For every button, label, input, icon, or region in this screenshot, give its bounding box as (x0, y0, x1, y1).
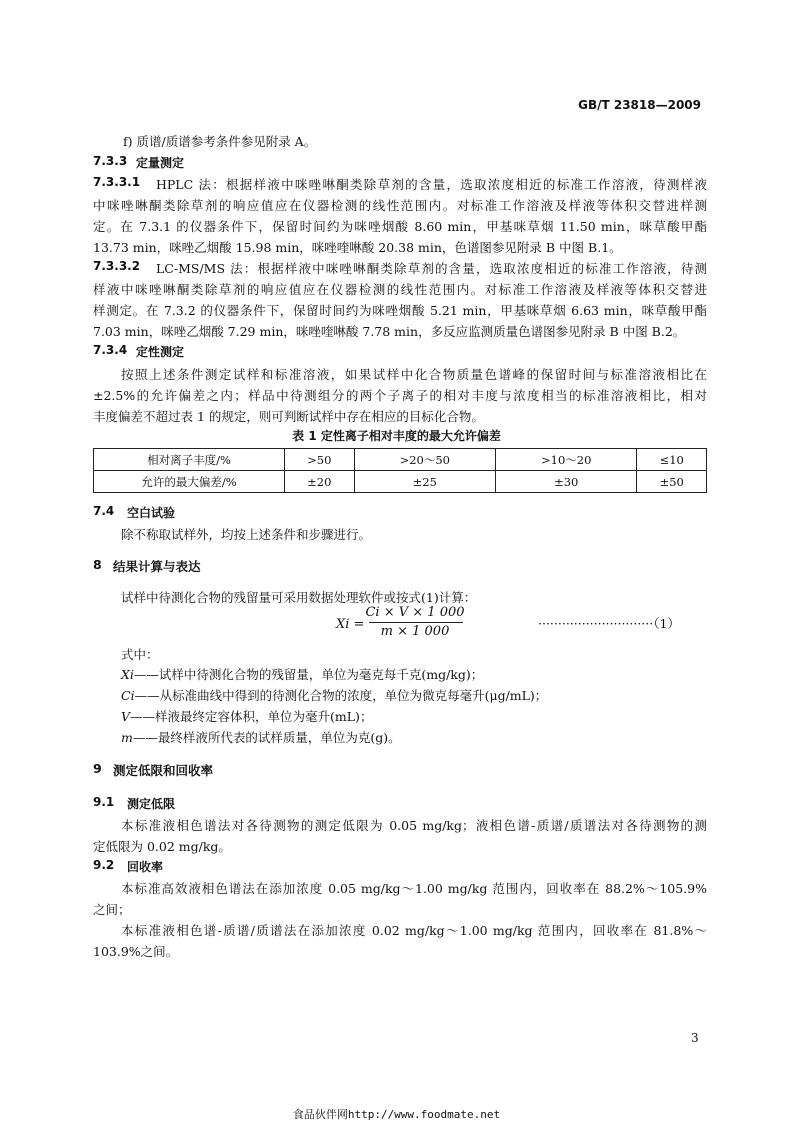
section-9-1-title: 测定低限 (127, 797, 176, 811)
section-9-1-number: 9.1 (93, 795, 115, 809)
section-9-1-line: 本标准液相色谱法对各待测物的测定低限为 0.05 mg/kg；液相色谱-质谱/质谱法对各待测物的测 (121, 818, 707, 833)
section-7-3-3-1-line: 定。在 7.3.1 的仪器条件下，保留时间约为咪唑烟酸 8.60 min，甲基咪草烟 11.50 min，咪草酸甲酯 (93, 219, 707, 234)
table-row (94, 449, 707, 471)
section-7-4-title: 空白试验 (127, 506, 176, 520)
table-1 (93, 448, 707, 493)
table-cell: >50 (285, 449, 355, 471)
section-7-3-3-2-line: 样液中咪唑啉酮类除草剂的响应值应在仪器检测的线性范围内。对标准工作溶液及样液等体积交替进 (93, 282, 707, 297)
table-cell: >10～20 (495, 449, 636, 471)
section-9-1-line: 定低限为 0.02 mg/kg。 (93, 839, 231, 854)
section-9-2-line: 本标准液相色谱-质谱/质谱法在添加浓度 0.02 mg/kg～1.00 mg/kg 范围内，回收率在 81.8%～ (121, 923, 707, 938)
standard-code: GB/T 23818—2009 (578, 98, 701, 112)
legend-symbol: Xi (121, 667, 134, 682)
section-7-3-3-2-line: 样测定。在 7.3.2 的仪器条件下，保留时间约为咪唑烟酸 5.21 min，甲基咪草烟 6.63 min，咪草酸甲酯 (93, 303, 707, 318)
section-9-title: 测定低限和回收率 (113, 763, 214, 778)
formula-denominator: m × 1 000 (380, 624, 450, 639)
table-1-caption: 表 1 定性离子相对丰度的最大允许偏差 (292, 429, 501, 443)
where-label: 式中： (121, 647, 159, 662)
legend-symbol: Ci (121, 688, 135, 703)
legend-description: ——从标准曲线中得到的待测化合物的浓度，单位为微克每毫升(μg/mL)； (134, 688, 548, 703)
section-7-3-4-line: 按照上述条件测定试样和标准溶液，如果试样中化合物质量色谱峰的保留时间与标准溶液相比在 (121, 367, 707, 382)
section-7-3-3-1-line: 中咪唑啉酮类除草剂的响应值应在仪器检测的线性范围内。对标准工作溶液及样液等体积交替进样测 (93, 198, 707, 213)
legend-item (121, 664, 483, 685)
section-7-3-4-line: ±2.5%的允许偏差之内；样品中待测组分的两个子离子的相对丰度与浓度相当的标准溶液相比，相对 (93, 388, 707, 403)
legend-item (121, 685, 547, 706)
legend-item (121, 727, 401, 748)
legend-description: ——试样中待测化合物的残留量，单位为毫克每千克(mg/kg)； (133, 667, 484, 682)
formula-numerator: Ci × V × 1 000 (365, 605, 465, 620)
table-cell: ±25 (354, 471, 495, 493)
section-7-4-number: 7.4 (93, 504, 115, 518)
legend-description: ——最终样液所代表的试样质量，单位为克(g)。 (132, 730, 401, 745)
section-7-3-3-1-line: 13.73 min，咪唑乙烟酸 15.98 min，咪唑喹啉酸 20.38 min，色谱图参见附录 B 中图 B.1。 (93, 240, 622, 255)
section-7-3-3-1-line: HPLC 法：根据样液中咪唑啉酮类除草剂的含量，选取浓度相近的标准工作溶液，待测样液 (156, 177, 707, 192)
section-9-number: 9 (93, 761, 102, 776)
table-cell: >20～50 (354, 449, 495, 471)
formula-lhs: Xi = (336, 617, 365, 632)
section-8-title: 结果计算与表达 (113, 559, 201, 574)
section-7-3-3-title: 定量测定 (136, 156, 185, 170)
section-7-3-4-title: 定性测定 (136, 345, 185, 359)
table-row (94, 471, 707, 493)
section-9-2-title: 回收率 (127, 860, 164, 874)
item-f: f) 质谱/质谱参考条件参见附录 A。 (123, 134, 317, 149)
table-cell: 相对离子丰度/% (94, 449, 285, 471)
table-cell: ±30 (495, 471, 636, 493)
section-9-2-line: 之间； (93, 902, 131, 917)
legend-symbol: m (121, 730, 133, 745)
table-cell: 允许的最大偏差/% (94, 471, 285, 493)
footer-watermark: 食品伙伴网http://www.foodmate.net (292, 1108, 501, 1121)
section-7-3-4-number: 7.3.4 (93, 343, 128, 357)
section-9-2-line: 103.9%之间。 (93, 944, 179, 959)
section-7-3-4-line: 丰度偏差不超过表 1 的规定，则可判断试样中存在相应的目标化合物。 (93, 409, 484, 424)
section-9-2-line: 本标准高效液相色谱法在添加浓度 0.05 mg/kg～1.00 mg/kg 范围内，回收率在 88.2%～105.9% (121, 881, 707, 896)
section-7-3-3-2-number: 7.3.3.2 (93, 259, 141, 273)
section-7-3-3-2-line: 7.03 min，咪唑乙烟酸 7.29 min，咪唑喹啉酸 7.78 min，多反应监测质量色谱图参见附录 B 中图 B.2。 (93, 324, 686, 339)
table-cell: ±20 (285, 471, 355, 493)
legend-item (121, 706, 372, 727)
fraction-bar (369, 622, 463, 623)
section-7-3-3-number: 7.3.3 (93, 154, 128, 168)
section-8-intro: 试样中待测化合物的残留量可采用数据处理软件或按式(1)计算： (121, 590, 477, 605)
section-9-2-number: 9.2 (93, 858, 115, 872)
section-7-3-3-2-line: LC-MS/MS 法：根据样液中咪唑啉酮类除草剂的含量，选取浓度相近的标准工作溶液，待测 (156, 261, 707, 276)
table-cell: ≤10 (637, 449, 707, 471)
legend-description: ——样液最终定容体积，单位为毫升(mL)； (130, 709, 373, 724)
section-8-number: 8 (93, 557, 102, 572)
section-7-3-3-1-number: 7.3.3.1 (93, 175, 141, 189)
equation-label: ·····························（1） (538, 616, 680, 631)
page-number: 3 (691, 1031, 699, 1045)
legend-symbol: V (121, 709, 131, 724)
section-7-4-text: 除不称取试样外，均按上述条件和步骤进行。 (121, 527, 372, 542)
table-cell: ±50 (637, 471, 707, 493)
